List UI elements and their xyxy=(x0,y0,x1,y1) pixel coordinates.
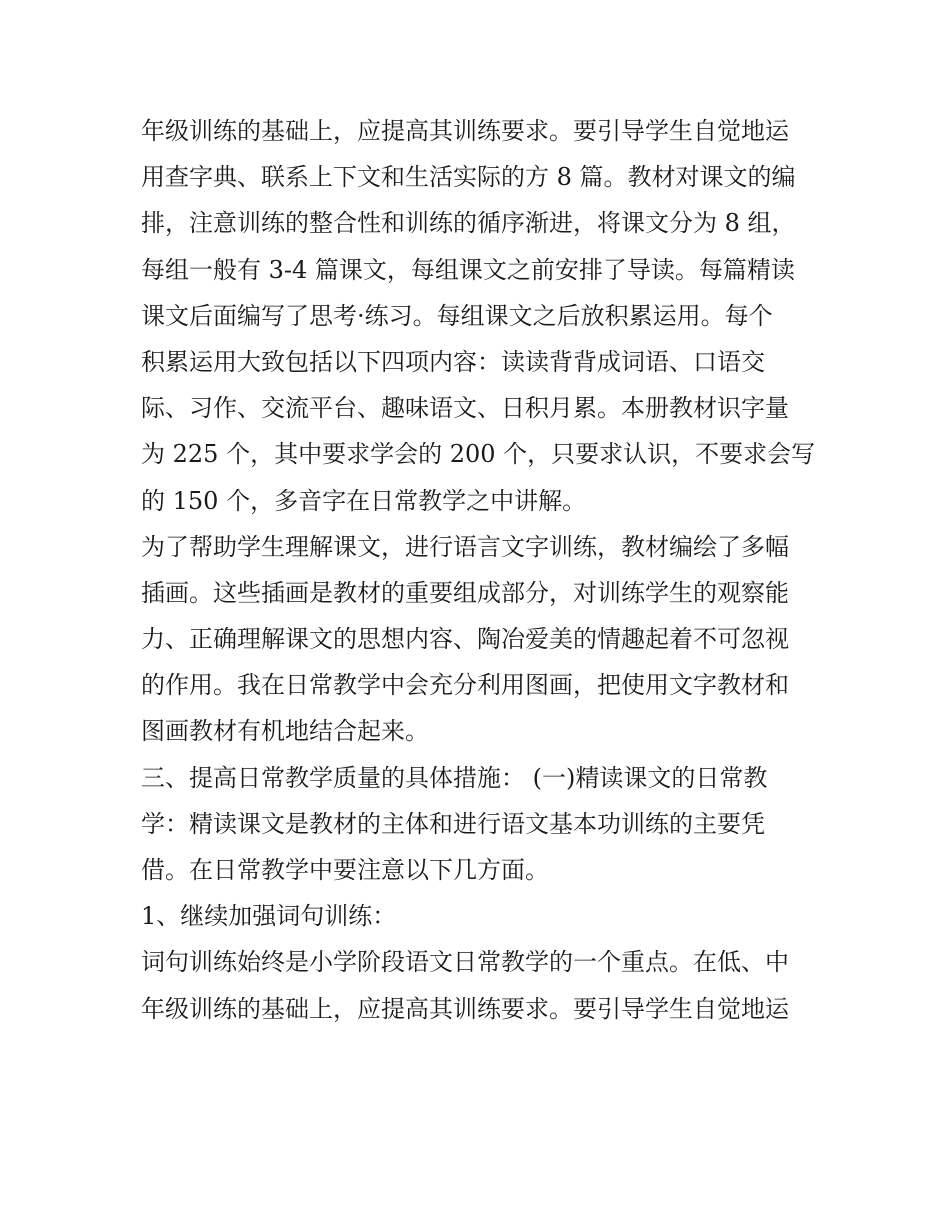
text-line: 年级训练的基础上，应提高其训练要求。要引导学生自觉地运 xyxy=(141,994,789,1023)
text-line: 三、提高日常教学质量的具体措施： (一)精读课文的日常教 xyxy=(141,763,768,792)
text-line: 学：精读课文是教材的主体和进行语文基本功训练的主要凭 xyxy=(141,809,765,838)
text-line: 1、继续加强词句训练： xyxy=(141,902,397,931)
text-line: 年级训练的基础上，应提高其训练要求。要引导学生自觉地运 xyxy=(141,117,789,145)
text-line: 图画教材有机地结合起来。 xyxy=(141,717,429,746)
text-line: 插画。这些插画是教材的重要组成部分，对训练学生的观察能 xyxy=(141,578,789,607)
text-line: 为 225 个，其中要求学会的 200 个，只要求认识，不要求会写 xyxy=(141,440,816,469)
text-line: 用查字典、联系上下文和生活实际的方 8 篇。教材对课文的编 xyxy=(141,163,796,192)
document-body xyxy=(141,108,821,1032)
text-line: 积累运用大致包括以下四项内容：读读背背成词语、口语交 xyxy=(141,347,765,376)
text-line: 课文后面编写了思考·练习。每组课文之后放积累运用。每个 xyxy=(141,301,773,330)
text-line: 为了帮助学生理解课文，进行语言文字训练，教材编绘了多幅 xyxy=(141,532,789,561)
text-line: 的 150 个，多音字在日常教学之中讲解。 xyxy=(141,486,587,515)
text-line: 借。在日常教学中要注意以下几方面。 xyxy=(141,856,549,884)
text-line: 际、习作、交流平台、趣味语文、日积月累。本册教材识字量 xyxy=(141,394,789,423)
text-line: 排，注意训练的整合性和训练的循序渐进，将课文分为 8 组， xyxy=(141,209,796,238)
text-line: 词句训练始终是小学阶段语文日常教学的一个重点。在低、中 xyxy=(141,948,789,977)
text-line: 力、正确理解课文的思想内容、陶冶爱美的情趣起着不可忽视 xyxy=(141,625,789,654)
text-line: 的作用。我在日常教学中会充分利用图画，把使用文字教材和 xyxy=(141,671,789,700)
text-line: 每组一般有 3-4 篇课文，每组课文之前安排了导读。每篇精读 xyxy=(141,255,795,284)
